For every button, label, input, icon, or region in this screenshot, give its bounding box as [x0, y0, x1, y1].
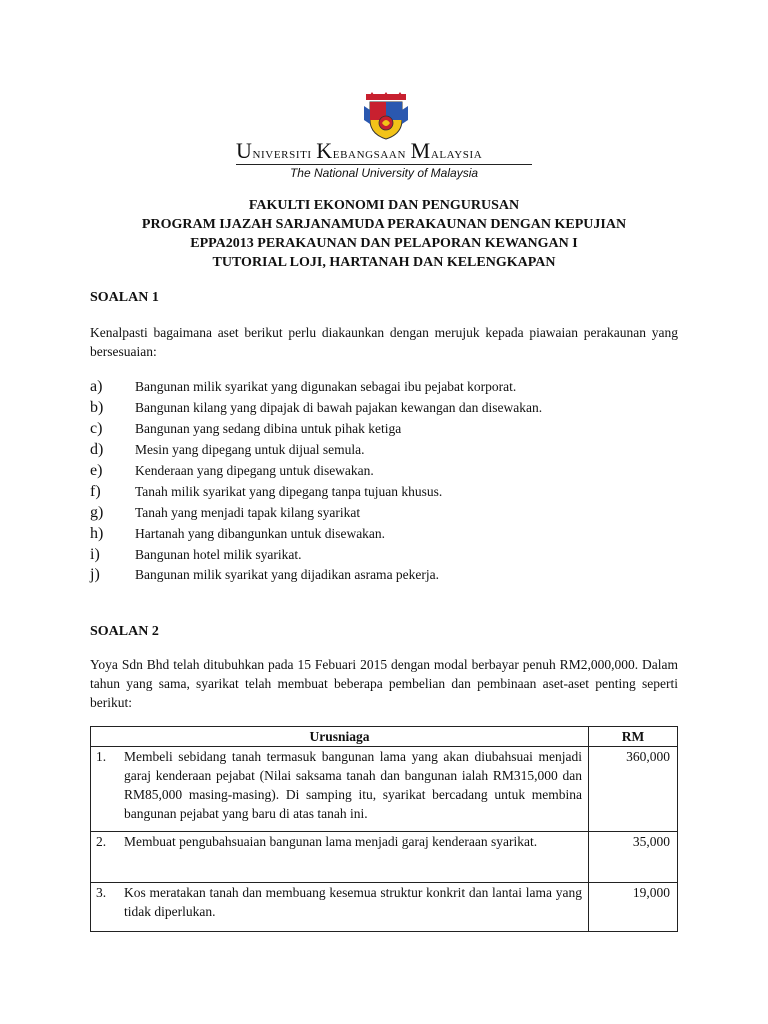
university-subtitle: The National University of Malaysia [289, 166, 479, 180]
list-item-letter: j) [90, 566, 100, 584]
soalan-2-title: SOALAN 2 [90, 624, 159, 639]
row-amount: 19,000 [589, 883, 678, 932]
list-item-letter: g) [90, 503, 104, 521]
transactions-table [90, 726, 678, 932]
soalan-1-intro: Kenalpasti bagaimana aset berikut perlu diakaunkan dengan merujuk kepada piawaian perakaunan yang bersesuaian: [90, 325, 678, 359]
soalan-2-intro: Yoya Sdn Bhd telah ditubuhkan pada 15 Febuari 2015 dengan modal berbayar penuh RM2,000,000. Dalam tahun yang sama, syarikat telah membuat beberapa pembelian dan pembinaan aset-aset penting seperti berikut: [90, 657, 678, 710]
row-number: 1. [96, 749, 107, 764]
table-row [91, 832, 678, 883]
list-item-text: Tanah milik syarikat yang dipegang tanpa tujuan khusus. [135, 483, 443, 499]
table-cell-desc [91, 883, 589, 932]
tutorial-heading: TUTORIAL LOJI, HARTANAH DAN KELENGKAPAN [212, 255, 556, 270]
list-item-letter: d) [90, 441, 104, 459]
table-cell-desc [91, 832, 589, 883]
row-number: 2. [96, 834, 107, 849]
row-amount: 360,000 [589, 747, 678, 832]
list-item-text: Bangunan milik syarikat yang dijadikan asrama pekerja. [135, 567, 440, 583]
soalan-1-title: SOALAN 1 [90, 290, 159, 305]
list-item-letter: e) [90, 462, 103, 479]
list-item-text: Kenderaan yang dipegang untuk disewakan. [135, 463, 374, 478]
list-item [90, 398, 678, 419]
list-item [90, 440, 678, 461]
list-item [90, 565, 678, 586]
list-item-letter: i) [90, 545, 100, 563]
list-item-text: Tanah yang menjadi tapak kilang syarikat [135, 504, 361, 520]
list-item-letter: a) [90, 378, 103, 396]
header-urusniaga: Urusniaga [91, 727, 589, 747]
list-item [90, 544, 678, 565]
table-row [91, 883, 678, 932]
list-item-letter: f) [90, 482, 101, 500]
list-item [90, 461, 678, 482]
row-description: Membeli sebidang tanah termasuk bangunan lama yang akan diubahsuai menjadi garaj kenderaan pejabat (Nilai saksama tanah dan bangunan ialah RM315,000 dan RM85,000 masing-masing). Di samping itu, syarikat bercadang untuk membina bangunan pejabat yang baru di atas tanah ini. [124, 749, 582, 821]
list-item [90, 481, 678, 502]
university-name: Universiti Kebangsaan Malaysia [236, 138, 483, 163]
row-amount: 35,000 [589, 832, 678, 883]
header-rm: RM [589, 727, 678, 747]
faculty-heading: FAKULTI EKONOMI DAN PENGURUSAN [248, 198, 520, 213]
ukm-crest-logo-icon [362, 92, 410, 140]
list-item-letter: b) [90, 399, 104, 417]
row-description: Kos meratakan tanah dan membuang kesemua struktur konkrit dan lantai lama yang tidak diperlukan. [124, 885, 582, 919]
soalan-1-list [90, 377, 678, 586]
list-item-text: Bangunan milik syarikat yang digunakan sebagai ibu pejabat korporat. [135, 379, 517, 395]
table-row [91, 747, 678, 832]
program-heading: PROGRAM IJAZAH SARJANAMUDA PERAKAUNAN DENGAN KEPUJIAN [141, 217, 627, 232]
list-item-text: Bangunan yang sedang dibina untuk pihak ketiga [135, 421, 402, 437]
list-item [90, 523, 678, 544]
list-item-text: Mesin yang dipegang untuk dijual semula. [135, 442, 365, 458]
logo-divider [236, 164, 532, 165]
course-heading: EPPA2013 PERAKAUNAN DAN PELAPORAN KEWANGAN I [190, 236, 578, 251]
row-number: 3. [96, 885, 107, 900]
list-item [90, 419, 678, 440]
table-header-row [91, 727, 678, 747]
list-item-text: Bangunan hotel milik syarikat. [135, 546, 302, 562]
list-item-text: Bangunan kilang yang dipajak di bawah pajakan kewangan dan disewakan. [135, 400, 543, 416]
table-cell-desc [91, 747, 589, 832]
list-item-text: Hartanah yang dibangunkan untuk disewakan. [135, 525, 386, 541]
list-item [90, 502, 678, 523]
list-item-letter: h) [90, 524, 104, 542]
list-item [90, 377, 678, 398]
list-item-letter: c) [90, 420, 103, 438]
row-description: Membuat pengubahsuaian bangunan lama menjadi garaj kenderaan syarikat. [124, 834, 538, 849]
